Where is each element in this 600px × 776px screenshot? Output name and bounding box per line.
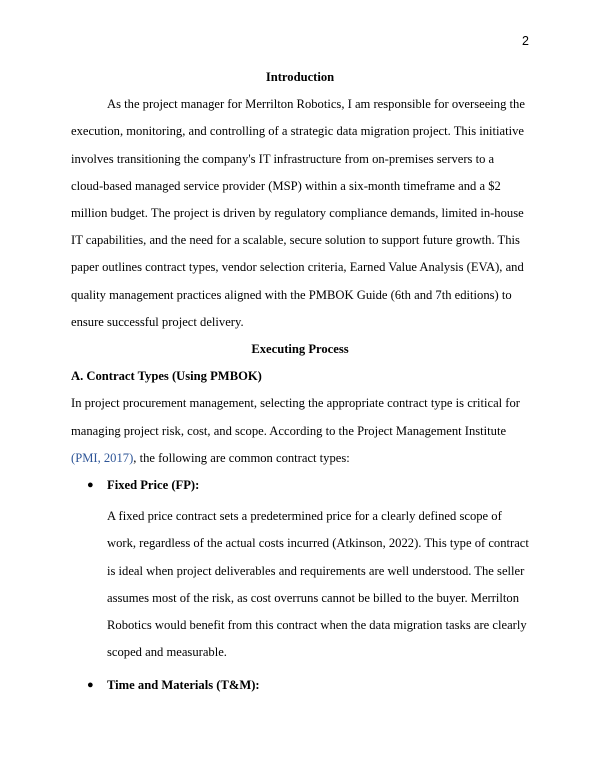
pmi-citation-link[interactable]: (PMI, 2017) [71, 450, 134, 465]
contract-types-list [71, 472, 529, 700]
contract-types-subheading: A. Contract Types (Using PMBOK) [71, 369, 262, 384]
document-body [71, 64, 529, 700]
paragraph-text-after-citation: , the following are common contract types: [133, 450, 350, 465]
bullet-icon: ● [87, 479, 94, 492]
introduction-heading: Introduction [265, 70, 335, 84]
list-item-title: Fixed Price (FP): [107, 478, 200, 493]
bullet-icon: ● [87, 679, 94, 692]
list-item-time-and-materials [71, 672, 529, 699]
page-number: 2 [522, 34, 529, 48]
list-item-fixed-price [71, 472, 529, 666]
paragraph-text-before-citation: In project procurement management, selecting the appropriate contract type is critical for managing project risk, cost, and scope. According to the Project Management Institute [71, 396, 520, 438]
executing-process-heading: Executing Process [251, 342, 349, 357]
contract-types-intro-paragraph [71, 390, 529, 472]
introduction-paragraph: As the project manager for Merrilton Robotics, I am responsible for overseeing the execution, monitoring, and controlling of a strategic data migration project. This initiative involves transitioning the company's IT infrastructure from on-premises servers to a cloud-based managed service provider (MSP) within a six-month timeframe and a $2 million budget. The project is driven by regulatory compliance demands, limited in-house IT capabilities, and the need for a scalable, secure solution to support future growth. This paper outlines contract types, vendor selection criteria, Earned Value Analysis (EVA), and quality management practices aligned with the PMBOK Guide (6th and 7th editions) to ensure successful project delivery. [71, 97, 525, 329]
list-item-title: Time and Materials (T&M): [107, 678, 260, 693]
list-item-body: A fixed price contract sets a predetermined price for a clearly defined scope of work, regardless of the actual costs incurred (Atkinson, 2022). This type of contract is ideal when project deliverables and requirements are well understood. The seller assumes most of the risk, as cost overruns cannot be billed to the buyer. Merrilton Robotics would benefit from this contract when the data migration tasks are clearly scoped and measurable. [107, 509, 529, 660]
